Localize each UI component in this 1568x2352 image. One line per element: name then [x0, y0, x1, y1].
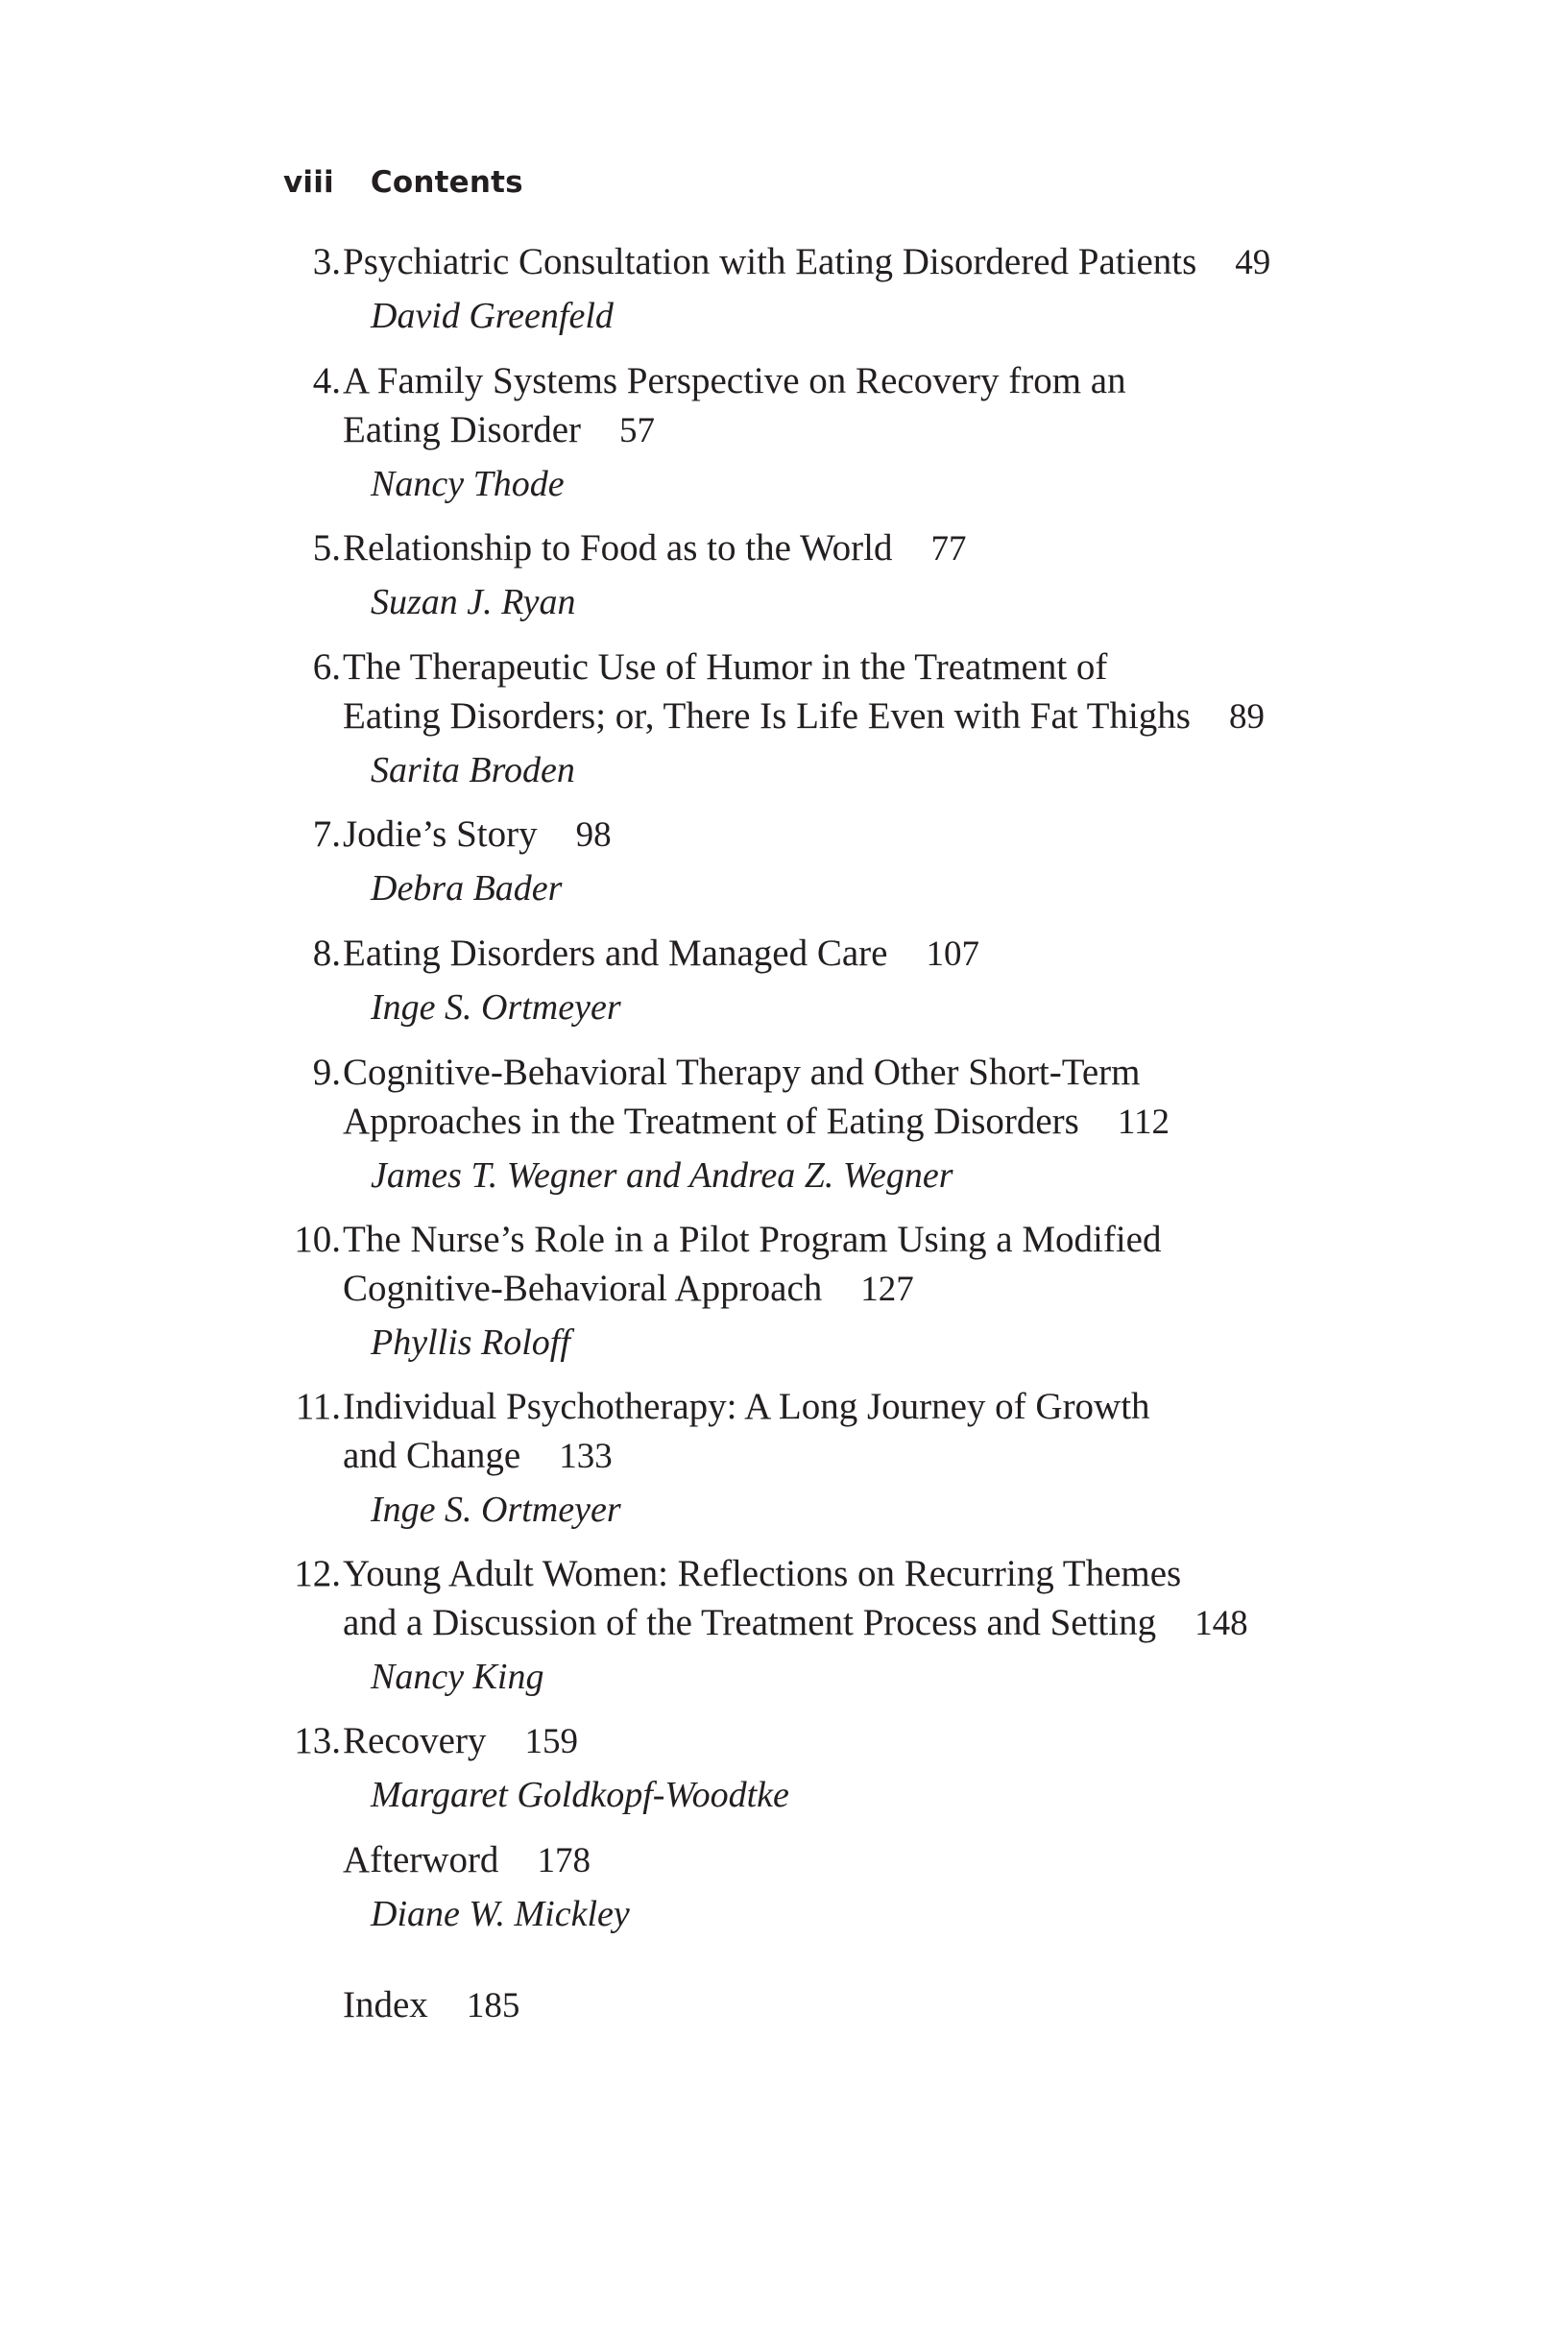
- chapter-title-line: Approaches in the Treatment of Eating Disorders 112: [343, 1101, 1170, 1142]
- chapter-number: 9.: [312, 1052, 341, 1093]
- chapter-title: [343, 1382, 1361, 1481]
- chapter-number: 8.: [312, 933, 341, 974]
- chapter-title: [343, 1215, 1361, 1314]
- chapter-author: Inge S. Ortmeyer: [371, 1490, 621, 1530]
- chapter-title-line: The Nurse’s Role in a Pilot Program Using a Modified: [343, 1219, 1162, 1260]
- chapter-author: Nancy Thode: [371, 464, 565, 504]
- chapter-number: 11.: [295, 1386, 341, 1427]
- chapter-title: [343, 356, 1361, 455]
- page-number: 77: [930, 529, 967, 569]
- chapter-author: Margaret Goldkopf-Woodtke: [371, 1775, 789, 1815]
- chapter-title-line: and a Discussion of the Treatment Process and Setting 148: [343, 1602, 1248, 1643]
- chapter-number: 12.: [294, 1553, 341, 1594]
- chapter-title-line: Eating Disorders and Managed Care 107: [343, 933, 979, 974]
- page-number: 98: [575, 815, 612, 855]
- chapter-title-line: Psychiatric Consultation with Eating Disordered Patients 49: [343, 241, 1271, 282]
- page-folio: viii: [283, 165, 334, 200]
- page-number: 107: [926, 934, 979, 974]
- page-number: 148: [1194, 1604, 1248, 1643]
- page-number: 185: [466, 1986, 520, 2025]
- page-number: 159: [524, 1722, 578, 1761]
- page-number: 178: [537, 1841, 591, 1880]
- chapter-number: 5.: [312, 527, 341, 569]
- chapter-author: Phyllis Roloff: [371, 1322, 570, 1363]
- chapter-title-line: Relationship to Food as to the World 77: [343, 527, 967, 569]
- chapter-title-line: Index 185: [343, 1984, 520, 2025]
- chapter-number: 10.: [294, 1219, 341, 1260]
- page-number: 127: [860, 1270, 914, 1309]
- chapter-title-line: Recovery 159: [343, 1720, 578, 1761]
- chapter-title: [343, 1048, 1361, 1147]
- chapter-number: 13.: [294, 1720, 341, 1761]
- chapter-title-line: The Therapeutic Use of Humor in the Treatment of: [343, 646, 1108, 688]
- chapter-title-line: and Change 133: [343, 1435, 613, 1476]
- page-number: 133: [559, 1437, 613, 1476]
- page-number: 49: [1235, 243, 1271, 282]
- chapter-title-line: Afterword 178: [343, 1839, 591, 1880]
- chapter-author: David Greenfeld: [371, 296, 614, 336]
- chapter-title-line: Eating Disorders; or, There Is Life Even with Fat Thighs 89: [343, 695, 1265, 737]
- page-number: 112: [1117, 1103, 1170, 1142]
- chapter-author: James T. Wegner and Andrea Z. Wegner: [371, 1155, 953, 1196]
- chapter-title-line: Cognitive-Behavioral Therapy and Other Short-Term: [343, 1052, 1141, 1093]
- chapter-author: Inge S. Ortmeyer: [371, 987, 621, 1028]
- chapter-number: 3.: [312, 241, 341, 282]
- chapter-title: [343, 523, 1361, 573]
- chapter-title: [343, 1549, 1361, 1648]
- chapter-title-line: A Family Systems Perspective on Recovery from an: [343, 360, 1126, 401]
- chapter-title: [343, 643, 1361, 741]
- page-number: 57: [619, 411, 656, 450]
- chapter-number: 7.: [312, 813, 341, 855]
- chapter-author: Debra Bader: [371, 868, 563, 909]
- chapter-title: [343, 1835, 1361, 1885]
- chapter-title-line: Jodie’s Story 98: [343, 813, 612, 855]
- chapter-title: [343, 810, 1361, 860]
- chapter-author: Nancy King: [371, 1657, 544, 1697]
- chapter-title-line: Cognitive-Behavioral Approach 127: [343, 1268, 914, 1309]
- chapter-title: [343, 929, 1361, 979]
- chapter-title: [343, 1716, 1361, 1766]
- page-number: 89: [1228, 697, 1265, 737]
- chapter-title: [343, 1980, 1361, 2030]
- chapter-title-line: Eating Disorder 57: [343, 409, 656, 450]
- running-head-title: Contents: [370, 165, 523, 200]
- chapter-title-line: Young Adult Women: Reflections on Recurring Themes: [343, 1553, 1182, 1594]
- chapter-title: [343, 237, 1361, 287]
- chapter-number: 6.: [312, 646, 341, 688]
- chapter-author: Diane W. Mickley: [371, 1894, 630, 1934]
- chapter-title-line: Individual Psychotherapy: A Long Journey of Growth: [343, 1386, 1150, 1427]
- chapter-author: Suzan J. Ryan: [371, 582, 576, 622]
- chapter-number: 4.: [312, 360, 341, 401]
- chapter-author: Sarita Broden: [371, 750, 575, 790]
